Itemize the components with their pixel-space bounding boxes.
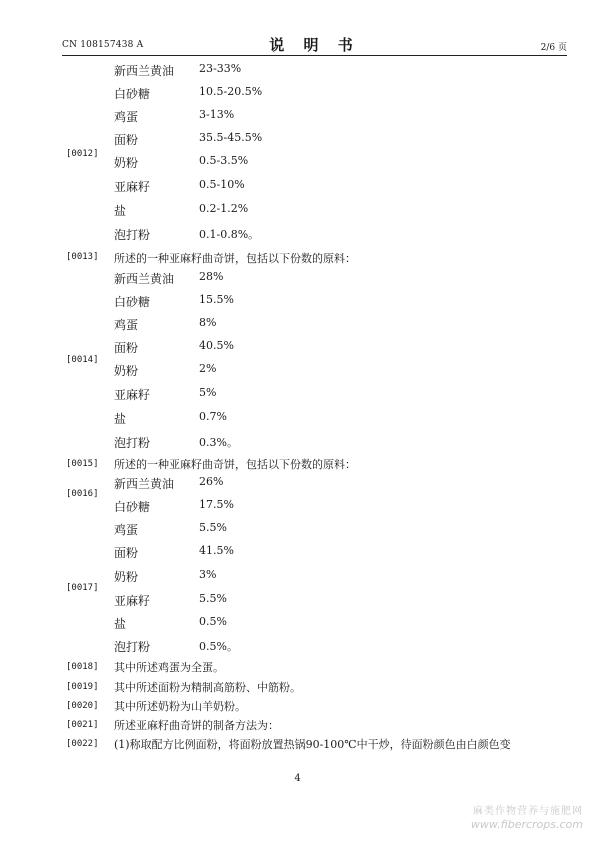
- ingredient-row: [0, 226, 595, 248]
- ingredient-label: 面粉: [114, 133, 139, 147]
- paragraph-number: [0016]: [66, 489, 99, 499]
- publication-number: CN 108157438 A: [62, 40, 144, 50]
- ingredient-value: 10.5-20.5%: [199, 85, 263, 98]
- ingredient-label: 白砂糖: [114, 500, 151, 514]
- paragraph-text: 所述的一种亚麻籽曲奇饼，包括以下份数的原料：: [114, 252, 356, 265]
- ingredient-row: [0, 410, 595, 432]
- ingredient-row: [0, 293, 595, 315]
- ingredient-label: 白砂糖: [114, 295, 151, 309]
- ingredient-row: [0, 316, 595, 338]
- paragraph-number: [0017]: [66, 583, 99, 593]
- paragraph-text: 其中所述奶粉为山羊奶粉。: [114, 700, 246, 713]
- ingredient-row: [0, 592, 595, 614]
- ingredient-row: [0, 154, 595, 176]
- ingredient-label: 亚麻籽: [114, 180, 151, 194]
- ingredient-value: 15.5%: [199, 293, 234, 306]
- ingredient-value: 3-13%: [199, 108, 235, 121]
- paragraph-text: 其中所述鸡蛋为全蛋。: [114, 661, 224, 674]
- paragraph-number: [0021]: [66, 720, 99, 730]
- ingredient-value: 2%: [199, 362, 217, 375]
- ingredient-row: [0, 521, 595, 543]
- ingredient-value: 17.5%: [199, 498, 234, 511]
- ingredient-label: 鸡蛋: [114, 523, 139, 537]
- paragraph-number: [0018]: [66, 662, 99, 672]
- page-indicator: 2/6 页: [540, 43, 567, 53]
- ingredient-label: 盐: [114, 412, 127, 426]
- ingredient-value: 0.3%。: [199, 436, 238, 449]
- ingredient-row: [0, 434, 595, 456]
- ingredient-value: 0.5-3.5%: [199, 154, 249, 167]
- ingredient-value: 23-33%: [199, 62, 242, 75]
- ingredient-value: 0.2-1.2%: [199, 202, 249, 215]
- ingredient-row: [0, 270, 595, 292]
- paragraph-number: [0012]: [66, 149, 99, 159]
- ingredient-row: [0, 362, 595, 384]
- ingredient-value: 0.5-10%: [199, 178, 245, 191]
- paragraph-number: [0022]: [66, 739, 99, 749]
- ingredient-label: 新西兰黄油: [114, 477, 175, 491]
- ingredient-label: 泡打粉: [114, 640, 151, 654]
- page-header: [62, 34, 567, 54]
- paragraph-text: (1)称取配方比例面粉，将面粉放置热锅90-100℃中干炒，待面粉颜色由白颜色变: [114, 738, 511, 751]
- ingredient-row: [0, 386, 595, 408]
- paragraph-number: [0014]: [66, 355, 99, 365]
- paragraph-number: [0020]: [66, 701, 99, 711]
- ingredient-label: 新西兰黄油: [114, 272, 175, 286]
- ingredient-label: 奶粉: [114, 570, 139, 584]
- ingredient-label: 亚麻籽: [114, 388, 151, 402]
- header-divider: [62, 55, 567, 56]
- ingredient-label: 鸡蛋: [114, 110, 139, 124]
- ingredient-label: 盐: [114, 204, 127, 218]
- paragraph-text: 所述亚麻籽曲奇饼的制备方法为：: [114, 719, 279, 732]
- ingredient-value: 0.7%: [199, 410, 227, 423]
- ingredient-label: 奶粉: [114, 364, 139, 378]
- ingredient-label: 泡打粉: [114, 228, 151, 242]
- ingredient-value: 5.5%: [199, 592, 227, 605]
- ingredient-row: [0, 544, 595, 566]
- paragraph-number: [0015]: [66, 459, 99, 469]
- ingredient-label: 白砂糖: [114, 87, 151, 101]
- ingredient-value: 26%: [199, 475, 224, 488]
- ingredient-value: 40.5%: [199, 339, 234, 352]
- paragraph-text: 其中所述面粉为精制高筋粉、中筋粉。: [114, 681, 301, 694]
- ingredient-value: 0.5%: [199, 615, 227, 628]
- ingredient-row: [0, 638, 595, 660]
- ingredient-value: 3%: [199, 568, 217, 581]
- ingredient-row: [0, 85, 595, 107]
- watermark-url: www.fibercrops.com: [470, 818, 583, 831]
- ingredient-row: [0, 615, 595, 637]
- ingredient-label: 面粉: [114, 546, 139, 560]
- ingredient-value: 0.5%。: [199, 640, 238, 653]
- ingredient-label: 新西兰黄油: [114, 64, 175, 78]
- ingredient-label: 亚麻籽: [114, 594, 151, 608]
- ingredient-label: 面粉: [114, 341, 139, 355]
- watermark: [471, 805, 583, 831]
- ingredient-row: [0, 108, 595, 130]
- paragraph-number: [0013]: [66, 252, 99, 262]
- ingredient-label: 盐: [114, 617, 127, 631]
- ingredient-value: 5.5%: [199, 521, 227, 534]
- watermark-site-name: 麻类作物营养与施肥网: [473, 806, 583, 817]
- ingredient-row: [0, 178, 595, 200]
- document-title: 说 明 书: [269, 36, 360, 54]
- ingredient-label: 鸡蛋: [114, 318, 139, 332]
- ingredient-value: 5%: [199, 386, 217, 399]
- ingredient-value: 35.5-45.5%: [199, 131, 263, 144]
- ingredient-label: 泡打粉: [114, 436, 151, 450]
- ingredient-row: [0, 498, 595, 520]
- ingredient-row: [0, 202, 595, 224]
- ingredient-row: [0, 62, 595, 84]
- ingredient-value: 8%: [199, 316, 217, 329]
- paragraph-number: [0019]: [66, 682, 99, 692]
- ingredient-value: 0.1-0.8%。: [199, 228, 260, 241]
- ingredient-value: 28%: [199, 270, 224, 283]
- page-number: 4: [294, 773, 301, 784]
- paragraph-text: 所述的一种亚麻籽曲奇饼，包括以下份数的原料：: [114, 458, 356, 471]
- ingredient-label: 奶粉: [114, 156, 139, 170]
- ingredient-value: 41.5%: [199, 544, 234, 557]
